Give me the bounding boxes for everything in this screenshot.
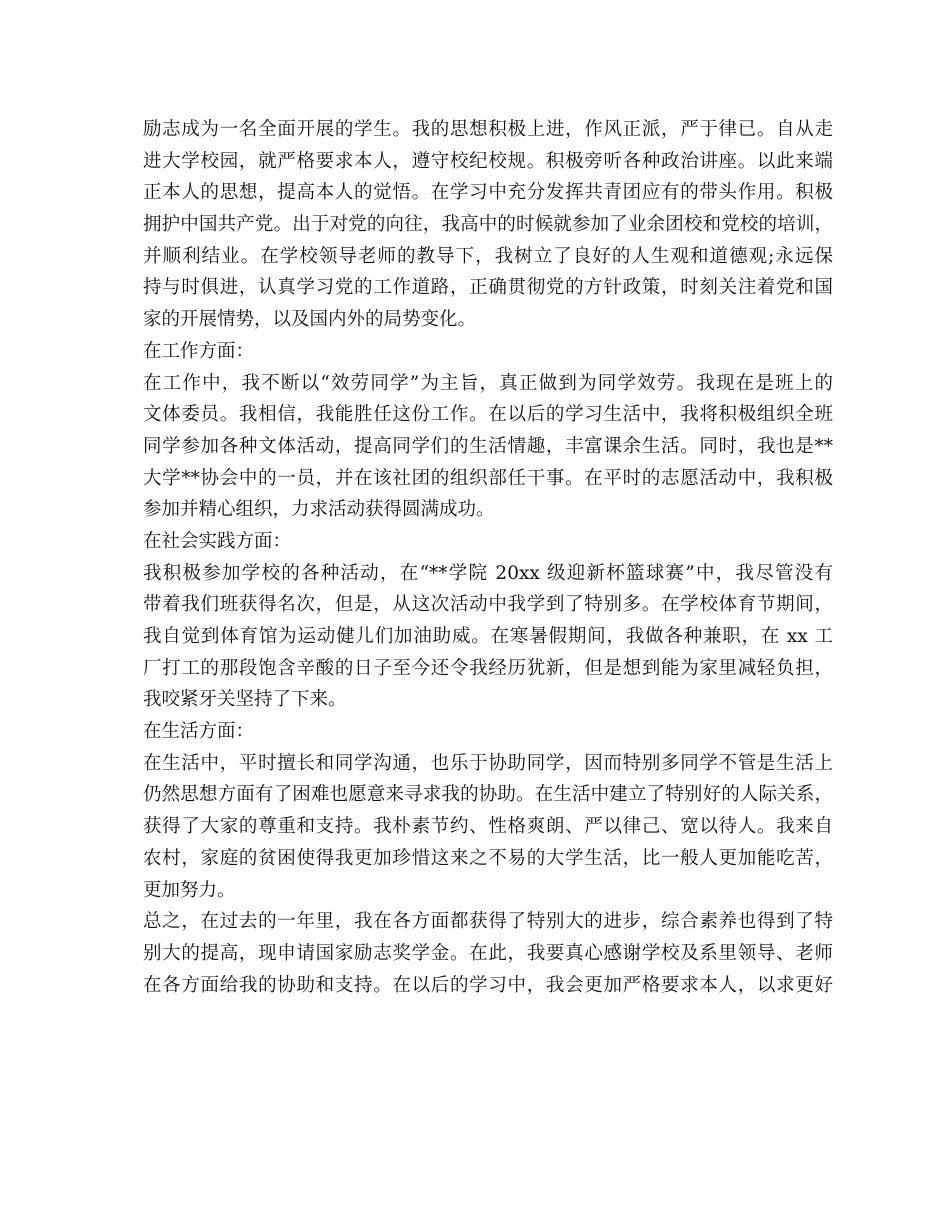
text-line: 同学参加各种文体活动，提高同学们的生活情趣，丰富课余生活。同时，我也是** bbox=[143, 435, 833, 457]
text-line: 在各方面给我的协助和支持。在以后的学习中，我会更加严格要求本人，以求更好 bbox=[143, 974, 833, 996]
text-line: 别大的提高，现申请国家励志奖学金。在此，我要真心感谢学校及系里领导、老师 bbox=[143, 942, 833, 964]
section-heading: 在生活方面： bbox=[143, 721, 255, 743]
text-line: 励志成为一名全面开展的学生。我的思想积极上进，作风正派，严于律已。自从走 bbox=[143, 119, 833, 140]
text-line: 更加努力。 bbox=[143, 879, 236, 901]
text-line: 大学**协会中的一员，并在该社团的组织部任干事。在平时的志愿活动中，我积极 bbox=[143, 467, 833, 489]
text-line: 并顺利结业。在学校领导老师的教导下，我树立了良好的人生观和道德观;永远保 bbox=[143, 245, 833, 267]
text-line: 农村，家庭的贫困使得我更加珍惜这来之不易的大学生活，比一般人更加能吃苦， bbox=[143, 847, 833, 869]
text-line: 仍然思想方面有了困难也愿意来寻求我的协助。在生活中建立了特别好的人际关系， bbox=[143, 784, 833, 806]
text-line: 持与时俱进，认真学习党的工作道路，正确贯彻党的方针政策，时刻关注着党和国 bbox=[143, 277, 833, 299]
document-body bbox=[143, 114, 833, 1001]
text-line: 我积极参加学校的各种活动，在“**学院 20xx 级迎新杯篮球赛”中，我尽管没有 bbox=[143, 562, 833, 584]
text-line: 我自觉到体育馆为运动健儿们加油助威。在寒暑假期间，我做各种兼职，在 xx 工 bbox=[143, 626, 833, 647]
text-line: 家的开展情势，以及国内外的局势变化。 bbox=[143, 309, 477, 331]
text-line: 文体委员。我相信，我能胜任这份工作。在以后的学习生活中，我将积极组织全班 bbox=[143, 404, 833, 426]
text-line: 在工作中，我不断以“效劳同学”为主旨，真正做到为同学效劳。我现在是班上的 bbox=[143, 372, 833, 394]
text-line: 进大学校园，就严格要求本人，遵守校纪校规。积极旁听各种政治讲座。以此来端 bbox=[143, 150, 833, 172]
text-line: 厂打工的那段饱含辛酸的日子至今还令我经历犹新，但是想到能为家里减轻负担， bbox=[143, 657, 833, 679]
text-line: 获得了大家的尊重和支持。我朴素节约、性格爽朗、严以律己、宽以待人。我来自 bbox=[143, 816, 833, 838]
text-line: 带着我们班获得名次，但是，从这次活动中我学到了特别多。在学校体育节期间， bbox=[143, 594, 833, 616]
section-heading: 在工作方面： bbox=[143, 340, 255, 362]
text-line: 总之，在过去的一年里，我在各方面都获得了特别大的进步，综合素养也得到了特 bbox=[143, 911, 833, 933]
section-heading: 在社会实践方面： bbox=[143, 530, 292, 552]
text-line: 拥护中国共产党。出于对党的向往，我高中的时候就参加了业余团校和党校的培训， bbox=[143, 214, 833, 236]
text-line: 我咬紧牙关坚持了下来。 bbox=[143, 689, 347, 711]
text-line: 在生活中，平时擅长和同学沟通，也乐于协助同学，因而特别多同学不管是生活上 bbox=[143, 752, 833, 774]
text-line: 正本人的思想，提高本人的觉悟。在学习中充分发挥共青团应有的带头作用。积极 bbox=[143, 182, 833, 204]
text-line: 参加并精心组织，力求活动获得圆满成功。 bbox=[143, 499, 495, 521]
